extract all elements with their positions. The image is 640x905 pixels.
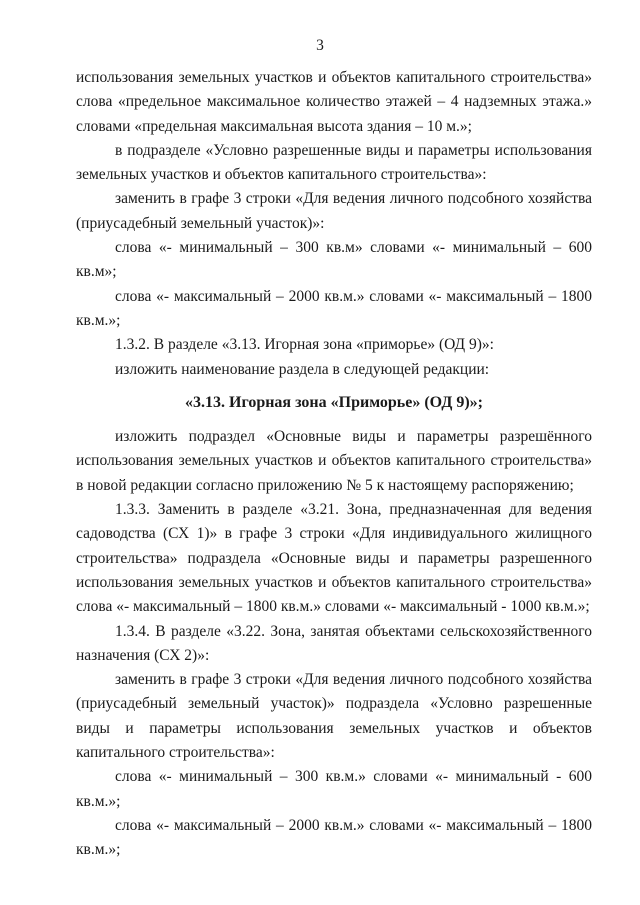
paragraph: изложить наименование раздела в следующей редакции: (115, 360, 490, 378)
paragraph: слова «- максимальный – 2000 кв.м.» словами «- максимальный – 1800 кв.м.»; (76, 287, 592, 329)
paragraph: слова «- минимальный – 300 кв.м» словами «- минимальный – 600 кв.м»; (76, 239, 592, 281)
paragraph-section-1-3-4: 1.3.4. В разделе «3.22. Зона, занятая объектами сельскохозяйственного назначения (СХ 2)»: (76, 622, 592, 664)
paragraph-section-1-3-2: 1.3.2. В разделе «3.13. Игорная зона «приморье» (ОД 9)»: (115, 336, 494, 354)
paragraph: заменить в графе 3 строки «Для ведения личного подсобного хозяйства (приусадебный земельный участок)» подраздела «Условно разрешенные виды и параметры использования земельных участков и объектов капитального строительства»: (76, 671, 592, 762)
document-body (76, 66, 592, 863)
paragraph: слова «- минимальный – 300 кв.м.» словами «- минимальный - 600 кв.м.»; (76, 768, 592, 810)
paragraph: изложить подраздел «Основные виды и параметры разрешённого использования земельных участков и объектов капитального строительства» в новой редакции согласно приложению № 5 к настоящему распоряжению; (76, 428, 592, 494)
paragraph: заменить в графе 3 строки «Для ведения личного подсобного хозяйства (приусадебный земельный участок)»: (76, 190, 592, 232)
paragraph: слова «- максимальный – 2000 кв.м.» словами «- максимальный – 1800 кв.м.»; (76, 816, 592, 859)
paragraph-continuation: использования земельных участков и объектов капитального строительства» слова «предельное максимальное количество этажей – 4 надземных этажа.» словами «предельная максимальная высота здания – 10 м.»; (76, 69, 592, 135)
section-heading: «3.13. Игорная зона «Приморье» (ОД 9)»; (185, 393, 483, 411)
page-number: 3 (316, 37, 324, 54)
paragraph-section-1-3-3: 1.3.3. Заменить в разделе «3.21. Зона, предназначенная для ведения садоводства (СХ 1)» в графе 3 строки «Для индивидуального жилищного строительства» подраздела «Основные виды и параметры разрешенного использования земельных участков и объектов капитального строительства» слова «- максимальный – 1800 кв.м.» словами «- максимальный - 1000 кв.м.»; (76, 501, 592, 616)
paragraph: в подразделе «Условно разрешенные виды и параметры использования земельных участков и объектов капитального строительства»: (76, 141, 592, 184)
